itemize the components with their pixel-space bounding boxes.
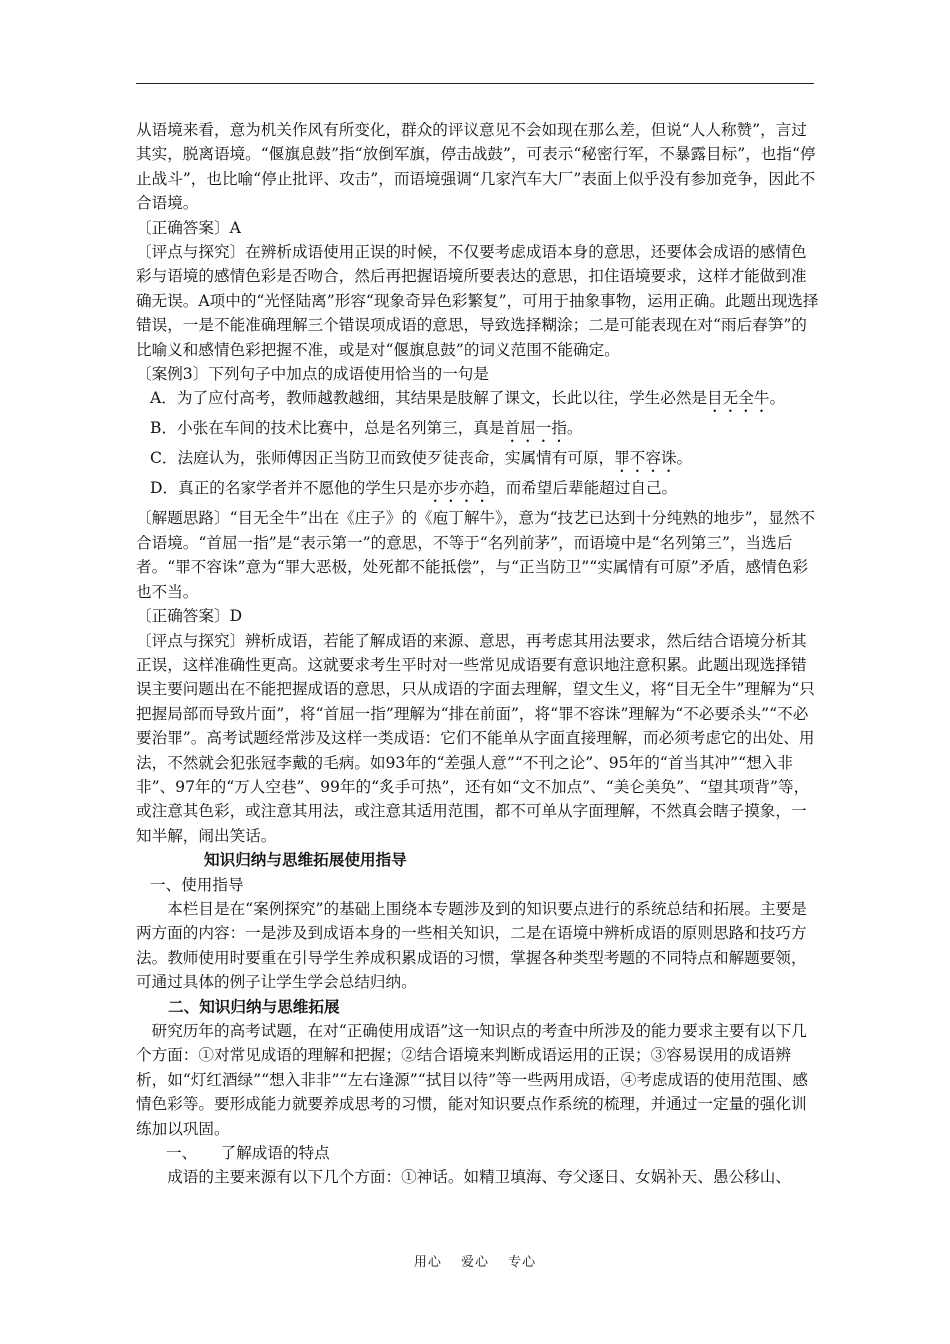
- page-footer: 用心 爱心 专心: [413, 1255, 537, 1270]
- knowledge-body: 研究历年的高考试题，在对“正确使用成语”这一知识点的考查中所涉及的能力要求主要有以下几个方面：①对常见成语的理解和把握；②结合语境来判断成语运用的正误；③容易误用的成语辨析，如“灯红酒绿”“想入非非”“左右逢源”“拭目以待”等一些两用成语，④考虑成语的使用范围、感情色彩等。要形成能力就要养成思考的习惯，能对知识要点作系统的梳理，并通过一定量的强化训练加以巩固。: [136, 1022, 808, 1138]
- commentary-2: 〔评点与探究〕辨析成语，若能了解成语的来源、意思，再考虑其用法要求，然后结合语境分析其正误，这样准确性更高。这就要求考生平时对一些常见成语要有意识地注意积累。此题出现选择错误主要问题出在不能把握成语的意思，只从成语的字面去理解，望文生义，将“目无全牛”理解为“只把握局部而导致片面”，将“首屈一指”理解为“排在前面”，将“罪不容诛”理解为“不必要杀头”“不必要治罪”。高考试题经常涉及这样一类成语：它们不能单从字面直接理解，而必须考虑它的出处、用法，不然就会犯张冠李戴的毛病。如93年的“差强人意”“不刊之论”、95年的“首当其冲”“想入非非”、97年的“万人空巷”、99年的“炙手可热”，还有如“文不加点”、“美仑美奂”、“望其项背”等，或注意其色彩，或注意其用法，或注意其适用范围，都不可单从字面理解，不然真会瞎子摸象，一知半解，闹出笑话。: [136, 631, 815, 845]
- case-3-question: 〔案例3〕下列句子中加点的成语使用恰当的一句是: [136, 365, 489, 384]
- features-body: 成语的主要来源有以下几个方面：①神话。如精卫填海、夸父逐日、女娲补天、愚公移山、: [167, 1168, 791, 1187]
- commentary-1: 〔评点与探究〕在辨析成语使用正误的时候，不仅要考虑成语本身的意思，还要体会成语的感情色彩与语境的感情色彩是否吻合，然后再把握语境所要表达的意思，扣住语境要求，这样才能做到准确无误。A项中的“光怪陆离”形容“现象奇异色彩繁复”，可用于抽象事物，运用正确。此题出现选择错误，一是不能准确理解三个错误项成语的意思，导致选择糊涂；二是可能表现在对“雨后春笋”的比喻义和感情色彩把握不准，或是对“偃旗息鼓”的词义范围不能确定。: [136, 243, 819, 359]
- document-body: [136, 118, 820, 1190]
- answer-line-1: 〔正确答案〕A: [136, 218, 241, 237]
- usage-body: 本栏目是在“案例探究”的基础上围绕本专题涉及到的知识要点进行的系统总结和拓展。主要是两方面的内容：一是涉及到成语本身的一些相关知识，二是在语境中辨析成语的原则思路和技巧方法。教师使用时要重在引导学生养成积累成语的习惯，掌握各种类型考题的不同特点和解题要领，可通过具体的例子让学生学会总结归纳。: [136, 899, 807, 992]
- answer-line-2: 〔正确答案〕D: [136, 607, 243, 626]
- option-b: B．小张在车间的技术比赛中，总是名列第三，真是首屈一指。: [150, 419, 583, 438]
- dotted-idiom: 目无全牛: [707, 389, 770, 408]
- solution-approach: 〔解题思路〕“目无全牛”出在《庄子》的《庖丁解牛》，意为“技艺已达到十分纯熟的地步”，显然不合语境。“首屈一指”是“表示第一”的意思，不等于“名列前茅”，而语境中是“名列第三”，当选后者。“罪不容诛”意为“罪大恶极，处死都不能抵偿”，与“正当防卫”“实属情有可原”矛盾，感情色彩也不当。: [136, 509, 816, 601]
- option-d: D．真正的名家学者并不愿他的学生只是亦步亦趋，而希望后辈能超过自己。: [150, 479, 678, 498]
- dotted-idiom: 首屈一指: [504, 419, 567, 438]
- subsection-usage: 一、使用指导: [150, 875, 244, 894]
- paragraph-context: 从语境来看，意为机关作风有所变化，群众的评议意见不会如现在那么差，但说“人人称赞”，言过其实，脱离语境。“偃旗息鼓”指“放倒军旗，停击战鼓”，可表示“秘密行军，不暴露目标”，也指“停止战斗”，也比喻“停止批评、攻击”，而语境强调“几家汽车大厂”表面上似乎没有参加竞争，因此不合语境。: [136, 121, 816, 213]
- subsection-knowledge: 二、知识归纳与思维拓展: [168, 996, 340, 1016]
- option-a: A．为了应付高考，教师越教越细，其结果是肢解了课文，长此以往，学生必然是目无全牛。: [150, 389, 786, 408]
- option-c: C．法庭认为，张师傅因正当防卫而致使歹徒丧命，实属情有可原，罪不容诛。: [150, 449, 693, 468]
- section-title: 知识归纳与思维拓展使用指导: [204, 850, 407, 870]
- dotted-idiom: 罪不容诛: [614, 449, 677, 468]
- subsection-features: 一、 了解成语的特点: [166, 1144, 330, 1163]
- dotted-idiom: 亦步亦趋: [427, 479, 490, 498]
- header-rule: [136, 83, 814, 84]
